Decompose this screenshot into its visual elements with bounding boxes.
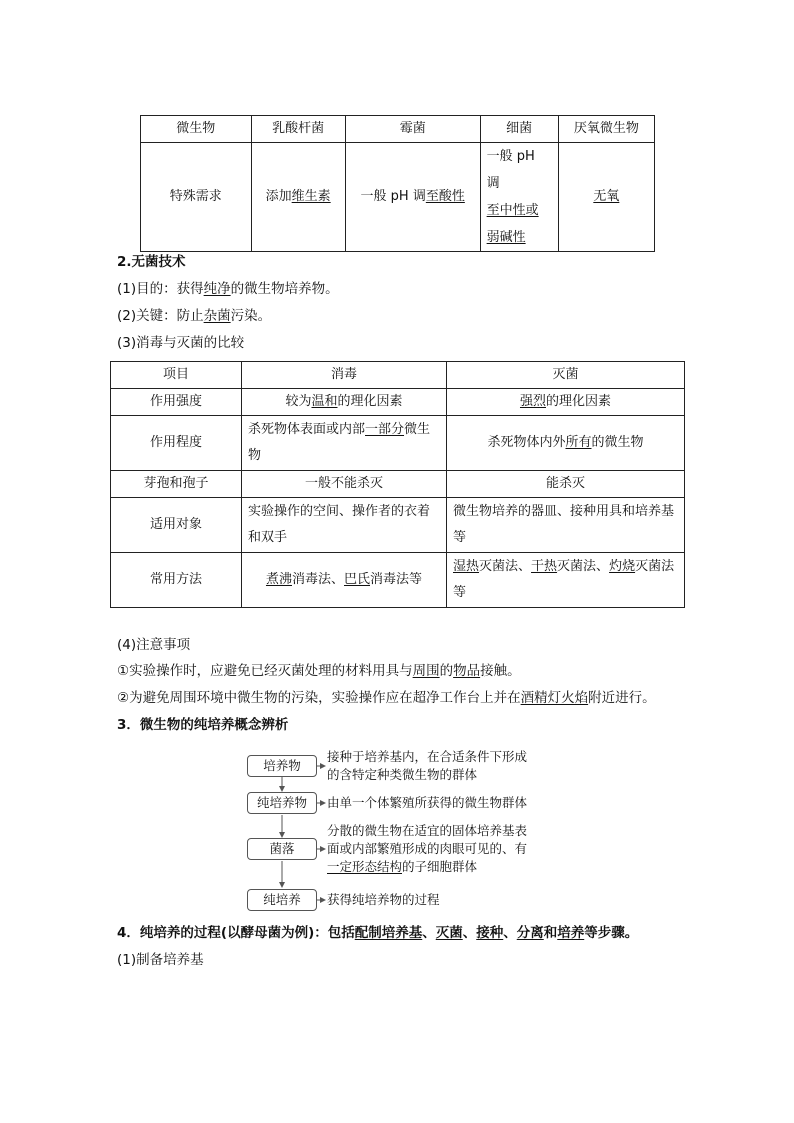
table-row <box>111 389 685 416</box>
section-heading: 3．微生物的纯培养概念辨析 <box>117 717 289 733</box>
table-cell: 乳酸杆菌 <box>251 116 345 143</box>
table-cell: 消毒 <box>242 362 447 389</box>
section-heading: 4．纯培养的过程(以酵母菌为例)：包括配制培养基、灭菌、接种、分离和培养等步骤。 <box>117 925 639 941</box>
table-cell: 作用程度 <box>111 416 242 471</box>
table-cell: 微生物 <box>141 116 252 143</box>
concept-description: 由单一个体繁殖所获得的微生物群体 <box>327 795 528 810</box>
table-cell: 常用方法 <box>111 553 242 608</box>
table-cell: 项目 <box>111 362 242 389</box>
paragraph: ①实验操作时，应避免已经灭菌处理的材料用具与周围的物品接触。 <box>117 663 521 679</box>
table-row <box>111 498 685 553</box>
table-cell: 特殊需求 <box>141 143 252 252</box>
section-heading: 2.无菌技术 <box>117 254 186 270</box>
table-cell: 湿热灭菌法、干热灭菌法、灼烧灭菌法等 <box>447 553 685 608</box>
concept-description: 接种于培养基内，在合适条件下形成 的含特定种类微生物的群体 <box>327 749 528 782</box>
table-row <box>111 416 685 471</box>
table-cell: 细菌 <box>480 116 558 143</box>
table-header-row <box>111 362 685 389</box>
table-cell: 厌氧微生物 <box>558 116 654 143</box>
table-cell: 一般不能杀灭 <box>242 471 447 498</box>
table-cell: 煮沸消毒法、巴氏消毒法等 <box>242 553 447 608</box>
table-cell: 适用对象 <box>111 498 242 553</box>
table-cell: 杀死物体内外所有的微生物 <box>447 416 685 471</box>
concept-box-culture: 培养物 <box>247 755 317 777</box>
table-header-row <box>141 116 655 143</box>
paragraph: (4)注意事项 <box>117 637 191 653</box>
concept-box-colony: 菌落 <box>247 838 317 860</box>
table-cell: 无氧 <box>558 143 654 252</box>
table-cell: 芽孢和孢子 <box>111 471 242 498</box>
table-row <box>141 143 655 252</box>
microbe-requirement-table <box>140 115 655 252</box>
table-cell: 强烈的理化因素 <box>447 389 685 416</box>
table-cell: 灭菌 <box>447 362 685 389</box>
paragraph: (1)目的：获得纯净的微生物培养物。 <box>117 281 339 297</box>
concept-box-pure-culturing: 纯培养 <box>247 889 317 911</box>
table-cell: 杀死物体表面或内部一部分微生物 <box>242 416 447 471</box>
table-cell: 微生物培养的器皿、接种用具和培养基等 <box>447 498 685 553</box>
table-cell: 添加维生素 <box>251 143 345 252</box>
concept-box-pure-culture: 纯培养物 <box>247 792 317 814</box>
table-row <box>111 471 685 498</box>
table-cell: 霉菌 <box>345 116 480 143</box>
paragraph: ②为避免周围环境中微生物的污染，实验操作应在超净工作台上并在酒精灯火焰附近进行。 <box>117 690 656 706</box>
table-row <box>111 553 685 608</box>
concept-diagram <box>247 748 567 918</box>
paragraph: (2)关键：防止杂菌污染。 <box>117 308 272 324</box>
table-cell: 一般 pH 调至酸性 <box>345 143 480 252</box>
concept-description: 获得纯培养物的过程 <box>327 892 440 907</box>
table-cell: 作用强度 <box>111 389 242 416</box>
disinfection-sterilization-table <box>110 361 685 608</box>
paragraph: (1)制备培养基 <box>117 952 204 968</box>
table-cell: 能杀灭 <box>447 471 685 498</box>
paragraph: (3)消毒与灭菌的比较 <box>117 335 245 351</box>
table-cell: 较为温和的理化因素 <box>242 389 447 416</box>
table-cell: 一般 pH 调 至中性或 弱碱性 <box>480 143 558 252</box>
table-cell: 实验操作的空间、操作者的衣着和双手 <box>242 498 447 553</box>
concept-description: 分散的微生物在适宜的固体培养基表 面或内部繁殖形成的肉眼可见的、有 一定形态结构的子细胞群体 <box>327 823 528 874</box>
